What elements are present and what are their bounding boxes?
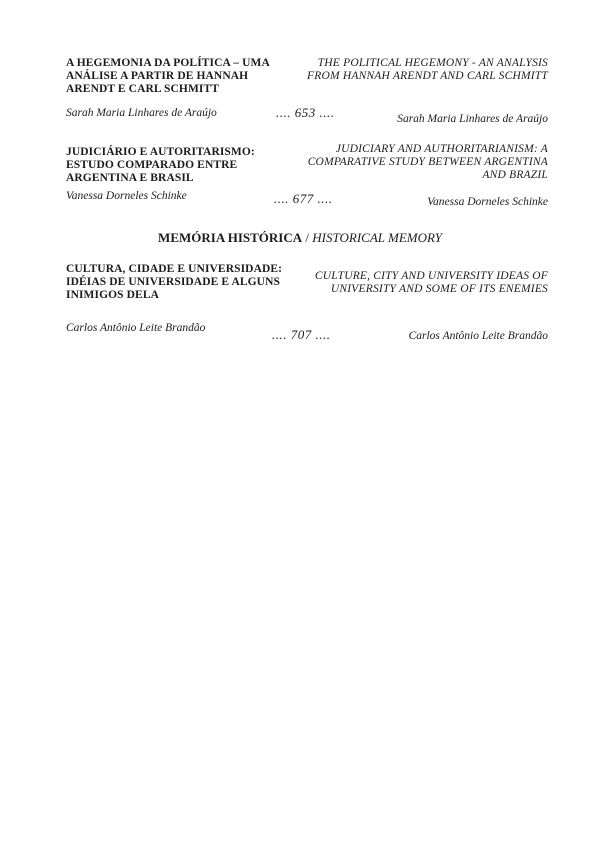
section-heading-pt: MEMÓRIA HISTÓRICA <box>158 230 303 245</box>
entry-title-en: THE POLITICAL HEGEMONY - AN ANALYSIS FROM HANNAH ARENDT AND CARL SCHMITT <box>307 57 548 82</box>
entry-author-en: Carlos Antônio Leite Brandão <box>408 330 548 342</box>
entry-author-en: Vanessa Dorneles Schinke <box>427 196 548 208</box>
entry-title-en: CULTURE, CITY AND UNIVERSITY IDEAS OF UNIVERSITY AND SOME OF ITS ENEMIES <box>314 270 548 295</box>
entry-author-en: Sarah Maria Linhares de Araújo <box>397 113 548 125</box>
section-heading <box>0 230 600 246</box>
entry-page-number: .... 707 .... <box>272 327 331 342</box>
section-heading-en: HISTORICAL MEMORY <box>312 230 442 245</box>
entry-author-pt: Sarah Maria Linhares de Araújo <box>66 107 217 119</box>
entry-title-pt: A HEGEMONIA DA POLÍTICA – UMA ANÁLISE A PARTIR DE HANNAH ARENDT E CARL SCHMITT <box>66 57 270 95</box>
entry-page-number: .... 677 .... <box>274 191 333 206</box>
entry-title-pt: CULTURA, CIDADE E UNIVERSIDADE: IDÉIAS DE UNIVERSIDADE E ALGUNS INIMIGOS DELA <box>66 263 283 301</box>
section-heading-separator: / <box>302 230 313 245</box>
entry-author-pt: Carlos Antônio Leite Brandão <box>66 322 206 334</box>
entry-page-number: .... 653 .... <box>276 105 335 120</box>
entry-title-en: JUDICIARY AND AUTHORITARIANISM: A COMPARATIVE STUDY BETWEEN ARGENTINA AND BRAZIL <box>307 143 548 181</box>
entry-author-pt: Vanessa Dorneles Schinke <box>66 190 187 202</box>
entry-title-pt: JUDICIÁRIO E AUTORITARISMO: ESTUDO COMPARADO ENTRE ARGENTINA E BRASIL <box>66 146 255 184</box>
